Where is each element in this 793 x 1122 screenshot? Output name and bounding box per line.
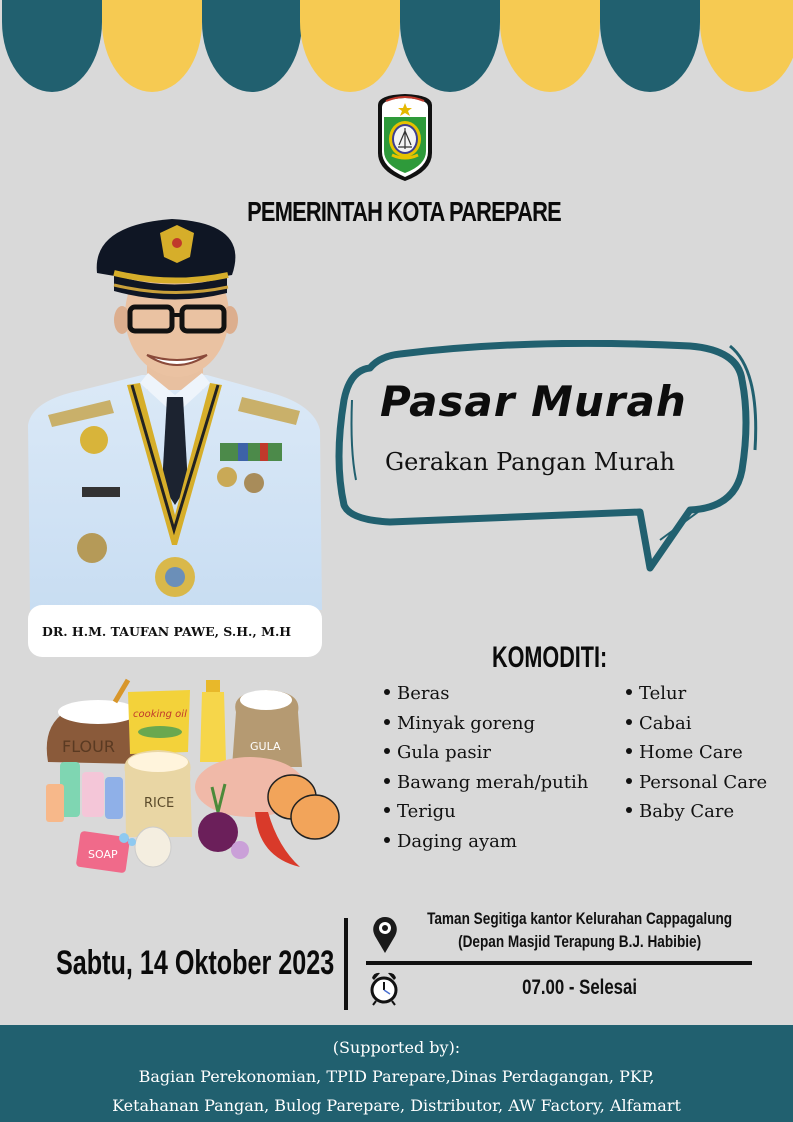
bullet-icon — [384, 719, 390, 725]
sponsors-line-2: Ketahanan Pangan, Bulog Parepare, Distributor, AW Factory, Alfamart — [112, 1096, 681, 1115]
bullet-icon — [626, 778, 632, 784]
svg-text:RICE: RICE — [144, 796, 175, 811]
list-item: Cabai — [626, 709, 767, 739]
bullet-icon — [384, 689, 390, 695]
awning-scallop — [500, 0, 600, 92]
svg-text:SOAP: SOAP — [88, 848, 118, 861]
parepare-city-crest-icon — [372, 91, 438, 183]
list-item: Gula pasir — [384, 738, 588, 768]
official-name: DR. H.M. TAUFAN PAWE, S.H., M.H — [42, 623, 292, 639]
svg-text:cooking oil: cooking oil — [133, 709, 187, 720]
sponsors-line-1: Bagian Perekonomian, TPID Parepare,Dinas Perdagangan, PKP, — [138, 1067, 655, 1086]
list-item: Home Care — [626, 738, 767, 768]
location-line-1: Taman Segitiga kantor Kelurahan Cappagalung — [427, 909, 733, 928]
list-item: Baby Care — [626, 797, 767, 827]
government-title: PEMERINTAH KOTA PAREPARE — [247, 196, 561, 227]
awning-scallop — [102, 0, 202, 92]
svg-text:GULA: GULA — [250, 740, 281, 753]
bullet-icon — [626, 689, 632, 695]
list-item: Minyak goreng — [384, 709, 588, 739]
bullet-icon — [626, 748, 632, 754]
bullet-icon — [626, 719, 632, 725]
location-line-2: (Depan Masjid Terapung B.J. Habibie) — [458, 932, 702, 951]
sponsors-footer — [0, 1025, 793, 1122]
event-title: Pasar Murah — [380, 377, 687, 426]
commodities-list-left — [384, 679, 588, 856]
list-item: Terigu — [384, 797, 588, 827]
event-time: 07.00 - Selesai — [522, 976, 638, 999]
groceries-illustration — [40, 672, 345, 882]
bullet-icon — [626, 807, 632, 813]
list-item: Personal Care — [626, 768, 767, 798]
awning-scallop — [2, 0, 102, 92]
list-item: Telur — [626, 679, 767, 709]
svg-text:FLOUR: FLOUR — [62, 737, 115, 756]
bullet-icon — [384, 778, 390, 784]
bullet-icon — [384, 837, 390, 843]
awning-scallop — [700, 0, 793, 92]
awning-scallop — [400, 0, 500, 92]
awning-decoration — [0, 0, 793, 92]
list-item: Bawang merah/putih — [384, 768, 588, 798]
commodities-list-right — [626, 679, 767, 827]
event-subtitle: Gerakan Pangan Murah — [385, 448, 675, 476]
bullet-icon — [384, 807, 390, 813]
official-name-card — [28, 605, 322, 657]
horizontal-divider — [366, 961, 752, 965]
vertical-divider — [344, 918, 348, 1010]
mayor-portrait-photo — [22, 215, 327, 610]
awning-scallop — [300, 0, 400, 92]
awning-scallop — [600, 0, 700, 92]
alarm-clock-icon — [368, 970, 400, 1006]
commodities-heading: KOMODITI: — [492, 641, 608, 674]
list-item: Daging ayam — [384, 827, 588, 857]
list-item: Beras — [384, 679, 588, 709]
event-date: Sabtu, 14 Oktober 2023 — [56, 944, 335, 982]
map-pin-icon — [372, 916, 398, 954]
awning-scallop — [202, 0, 302, 92]
event-location — [406, 907, 733, 953]
bullet-icon — [384, 748, 390, 754]
sponsors-label: (Supported by): — [332, 1038, 461, 1057]
